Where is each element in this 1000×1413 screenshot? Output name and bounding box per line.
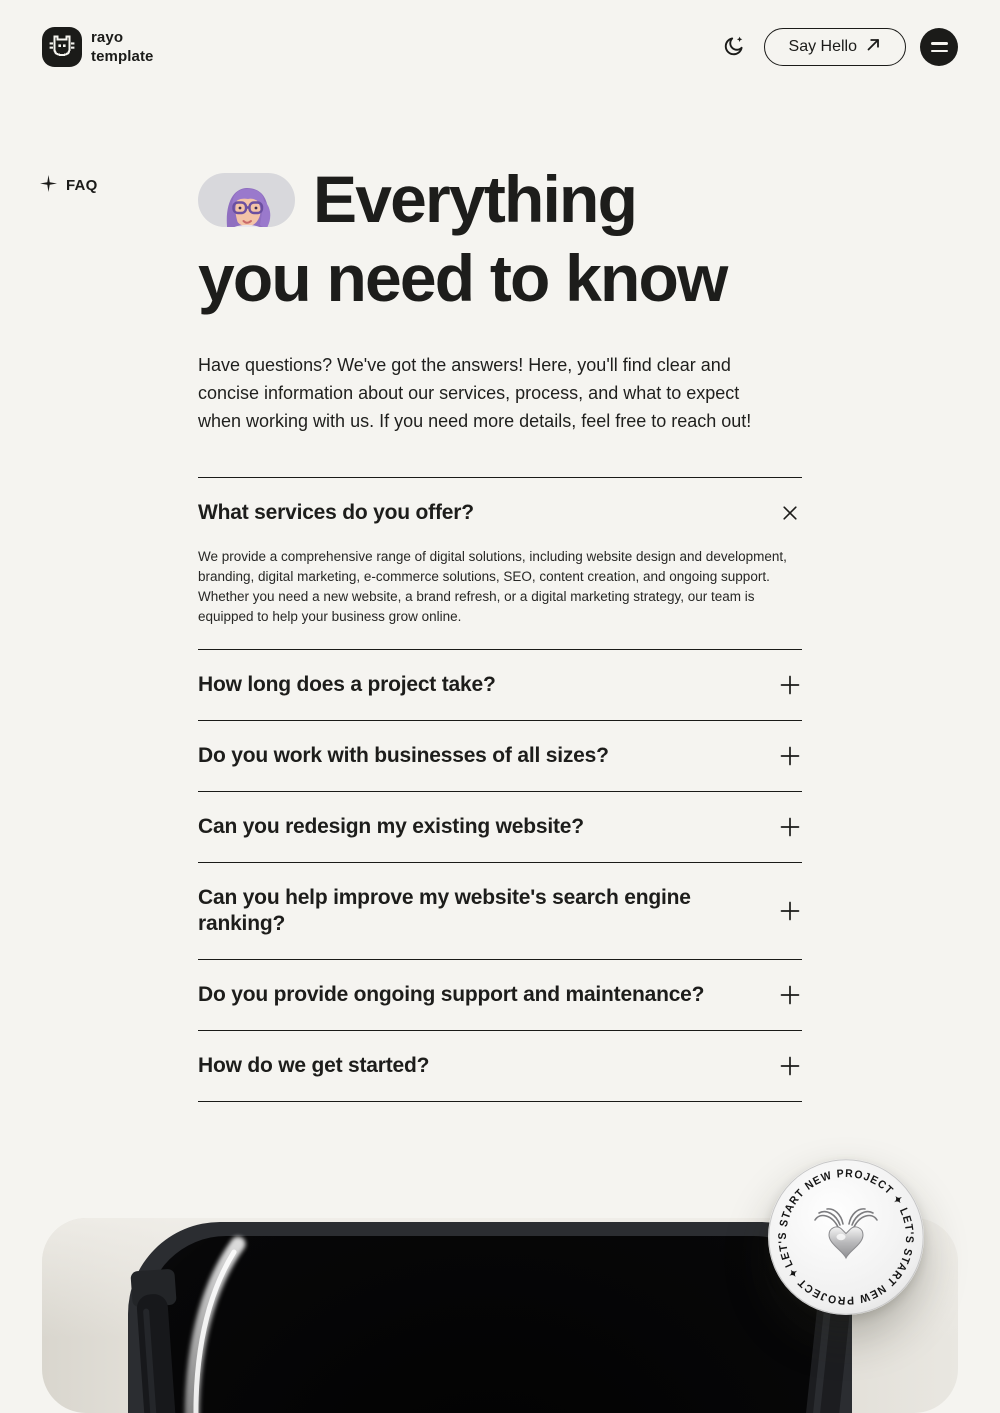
faq-item-1[interactable] — [198, 478, 802, 650]
plus-icon[interactable] — [778, 815, 802, 839]
say-hello-label: Say Hello — [788, 38, 857, 55]
faq-item-3[interactable] — [198, 721, 802, 792]
moon-icon — [722, 34, 746, 61]
faq-answer: We provide a comprehensive range of digital solutions, including website design and development, branding, digital marketing, e-commerce solutions, SEO, content creation, and ongoing support. Whether you need a new website, a brand refresh, or a digital marketing strategy, our team is equipped to help your business grow online. — [198, 549, 787, 624]
avatar-image — [198, 173, 295, 227]
menu-button[interactable] — [920, 28, 958, 66]
header-actions — [716, 28, 958, 67]
intro-paragraph: Have questions? We've got the answers! Here, you'll find clear and concise information about our services, process, and what to expect when working with us. If you need more details, feel free to reach out! — [198, 355, 752, 431]
faq-question: What services do you offer? — [198, 501, 474, 524]
faq-section — [198, 160, 802, 1102]
faq-question: How do we get started? — [198, 1054, 430, 1077]
arrow-up-right-icon — [866, 37, 881, 57]
hamburger-icon — [931, 42, 948, 52]
faq-accordion — [198, 477, 802, 1102]
faq-question: Do you provide ongoing support and maintenance? — [198, 983, 705, 1006]
theme-toggle-button[interactable] — [716, 28, 752, 67]
sparkle-icon — [40, 175, 57, 196]
plus-icon[interactable] — [778, 673, 802, 697]
plus-icon[interactable] — [778, 1054, 802, 1078]
faq-item-5[interactable] — [198, 863, 802, 960]
close-icon[interactable] — [778, 501, 802, 525]
faq-item-6[interactable] — [198, 960, 802, 1031]
say-hello-button[interactable] — [764, 28, 906, 66]
faq-item-7[interactable] — [198, 1031, 802, 1102]
plus-icon[interactable] — [778, 899, 802, 923]
faq-question: Do you work with businesses of all sizes? — [198, 744, 609, 767]
plus-icon[interactable] — [778, 744, 802, 768]
faq-question: Can you redesign my existing website? — [198, 815, 584, 838]
section-eyebrow — [40, 175, 97, 196]
page-title — [198, 160, 802, 318]
title-line-2: you need to know — [198, 241, 727, 315]
svg-text:LET'S START NEW PROJECT ✦ LET': LET'S START NEW PROJECT ✦ LET'S START NEW PROJECT ✦ — [776, 1167, 916, 1307]
title-line-1: Everything — [313, 162, 637, 236]
brand-name — [91, 28, 154, 66]
brand-name-line1: rayo — [91, 29, 124, 46]
faq-item-4[interactable] — [198, 792, 802, 863]
pixel-cat-logo-icon — [42, 27, 82, 67]
site-header — [42, 27, 958, 67]
brand-logo-link[interactable] — [42, 27, 154, 67]
faq-item-2[interactable] — [198, 650, 802, 721]
faq-question: Can you help improve my website's search engine ranking? — [198, 886, 691, 935]
brand-name-line2: template — [91, 48, 154, 65]
eyebrow-label: FAQ — [66, 177, 98, 194]
plus-icon[interactable] — [778, 983, 802, 1007]
start-project-badge[interactable] — [768, 1159, 924, 1315]
faq-question: How long does a project take? — [198, 673, 496, 696]
